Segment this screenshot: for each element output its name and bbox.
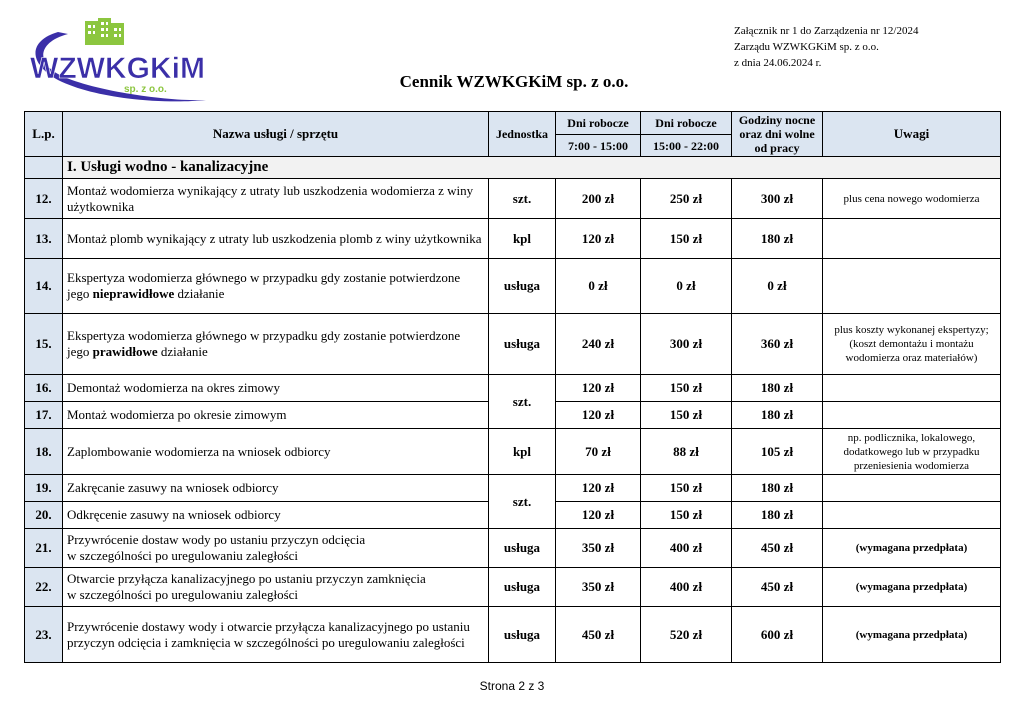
row-name: Przywrócenie dostawy wody i otwarcie przyłącza kanalizacyjnego po ustaniu przyczyn odcięcia i zamknięcia w szczególności po uregulowaniu zaległości: [63, 607, 489, 663]
row-price-day2: 150 zł: [641, 402, 732, 429]
row-price-day1: 70 zł: [556, 429, 641, 475]
section-row: [25, 157, 1001, 179]
annex-note: [734, 23, 918, 71]
row-unit: szt.: [489, 375, 556, 429]
row-name-line-1: Przywrócenie dostaw wody po ustaniu przyczyn odcięcia: [67, 532, 366, 547]
row-note: plus cena nowego wodomierza: [823, 179, 1001, 219]
row-lp: 13.: [25, 219, 63, 259]
col-header-day2: Dni robocze: [641, 112, 732, 135]
row-price-night: 450 zł: [732, 568, 823, 607]
row-name: [63, 314, 489, 375]
row-price-night: 300 zł: [732, 179, 823, 219]
table-row: [25, 429, 1001, 475]
table-row: [25, 314, 1001, 375]
row-price-day1: 120 zł: [556, 475, 641, 502]
row-name: Zakręcanie zasuwy na wniosek odbiorcy: [63, 475, 489, 502]
row-lp: 12.: [25, 179, 63, 219]
row-price-day2: 150 zł: [641, 475, 732, 502]
row-lp: 22.: [25, 568, 63, 607]
row-lp: 23.: [25, 607, 63, 663]
col-header-unit: Jednostka: [489, 112, 556, 157]
row-name: Montaż wodomierza po okresie zimowym: [63, 402, 489, 429]
row-price-day2: 0 zł: [641, 259, 732, 314]
page-number: Strona 2 z 3: [479, 679, 545, 693]
row-price-day2: 520 zł: [641, 607, 732, 663]
row-lp: 17.: [25, 402, 63, 429]
col-header-name: Nazwa usługi / sprzętu: [63, 112, 489, 157]
row-price-night: 360 zł: [732, 314, 823, 375]
row-name: [63, 259, 489, 314]
company-logo: [28, 18, 213, 108]
row-name: [63, 529, 489, 568]
row-price-day2: 150 zł: [641, 375, 732, 402]
table-row: [25, 375, 1001, 402]
row-lp: 21.: [25, 529, 63, 568]
col-header-night: Godziny nocne oraz dni wolne od pracy: [732, 112, 823, 157]
row-name: Zaplombowanie wodomierza na wniosek odbiorcy: [63, 429, 489, 475]
row-note: (wymagana przedpłata): [823, 607, 1001, 663]
row-name-emphasis: prawidłowe: [92, 344, 158, 359]
row-price-day2: 250 zł: [641, 179, 732, 219]
row-price-night: 600 zł: [732, 607, 823, 663]
row-lp: 18.: [25, 429, 63, 475]
row-lp: 19.: [25, 475, 63, 502]
row-name-line-2: w szczególności po uregulowaniu zaległości: [67, 587, 299, 602]
table-row: [25, 529, 1001, 568]
row-price-night: 105 zł: [732, 429, 823, 475]
row-price-day2: 400 zł: [641, 568, 732, 607]
row-note: np. podlicznika, lokalowego, dodatkowego lub w przypadku przeniesienia wodomierza: [823, 429, 1001, 475]
row-price-day1: 120 zł: [556, 375, 641, 402]
section-title: I. Usługi wodno - kanalizacyjne: [63, 157, 1001, 179]
row-price-day2: 300 zł: [641, 314, 732, 375]
row-price-day1: 450 zł: [556, 607, 641, 663]
row-note: [823, 402, 1001, 429]
row-unit: szt.: [489, 475, 556, 529]
row-unit: usługa: [489, 314, 556, 375]
row-unit: kpl: [489, 429, 556, 475]
row-price-day1: 350 zł: [556, 568, 641, 607]
row-note: [823, 219, 1001, 259]
col-header-day1-time: 7:00 - 15:00: [556, 135, 641, 157]
annex-line-3: z dnia 24.06.2024 r.: [734, 57, 822, 69]
row-name-text-end: działanie: [157, 344, 208, 359]
row-lp: 15.: [25, 314, 63, 375]
table-row: [25, 259, 1001, 314]
row-name: Demontaż wodomierza na okres zimowy: [63, 375, 489, 402]
row-unit: usługa: [489, 259, 556, 314]
col-header-lp: L.p.: [25, 112, 63, 157]
row-price-night: 180 zł: [732, 402, 823, 429]
row-price-day1: 200 zł: [556, 179, 641, 219]
row-unit: usługa: [489, 529, 556, 568]
col-header-notes: Uwagi: [823, 112, 1001, 157]
row-price-day1: 0 zł: [556, 259, 641, 314]
price-table: [24, 111, 1001, 663]
row-name: Montaż wodomierza wynikający z utraty lub uszkodzenia wodomierza z winy użytkownika: [63, 179, 489, 219]
row-name: [63, 568, 489, 607]
row-price-day1: 120 zł: [556, 219, 641, 259]
table-row: [25, 568, 1001, 607]
row-unit: usługa: [489, 568, 556, 607]
row-name-line-2: w szczególności po uregulowaniu zaległości: [67, 548, 299, 563]
row-price-day2: 150 zł: [641, 219, 732, 259]
row-name-text: Ekspertyza wodomierza głównego w przypadku gdy zostanie potwierdzone jego: [67, 328, 461, 359]
row-note: [823, 502, 1001, 529]
row-name-text-end: działanie: [174, 286, 225, 301]
row-price-night: 180 zł: [732, 475, 823, 502]
row-price-night: 180 zł: [732, 219, 823, 259]
row-lp: 20.: [25, 502, 63, 529]
logo-sub-text: sp. z o.o.: [124, 84, 167, 95]
row-price-night: 450 zł: [732, 529, 823, 568]
row-name-text: Ekspertyza wodomierza głównego w przypadku gdy zostanie potwierdzone jego: [67, 270, 461, 301]
table-row: [25, 219, 1001, 259]
table-row: [25, 179, 1001, 219]
row-price-day1: 120 zł: [556, 502, 641, 529]
row-name: Montaż plomb wynikający z utraty lub uszkodzenia plomb z winy użytkownika: [63, 219, 489, 259]
row-price-night: 0 zł: [732, 259, 823, 314]
row-price-night: 180 zł: [732, 502, 823, 529]
row-name-emphasis: nieprawidłowe: [92, 286, 175, 301]
row-note: (wymagana przedpłata): [823, 529, 1001, 568]
row-name: Odkręcenie zasuwy na wniosek odbiorcy: [63, 502, 489, 529]
row-price-day1: 240 zł: [556, 314, 641, 375]
row-unit: szt.: [489, 179, 556, 219]
row-price-night: 180 zł: [732, 375, 823, 402]
row-note: (wymagana przedpłata): [823, 568, 1001, 607]
logo-main-text: WZWKGKiM: [30, 52, 206, 85]
row-name-line-1: Otwarcie przyłącza kanalizacyjnego po ustaniu przyczyn zamknięcia: [67, 571, 426, 586]
row-price-day2: 400 zł: [641, 529, 732, 568]
page-title: Cennik WZWKGKiM sp. z o.o.: [399, 72, 629, 91]
row-note: plus koszty wykonanej ekspertyzy; (koszt demontażu i montażu wodomierza oraz materiałów): [823, 314, 1001, 375]
table-row: [25, 607, 1001, 663]
row-lp: 14.: [25, 259, 63, 314]
annex-line-2: Zarządu WZWKGKiM sp. z o.o.: [734, 41, 879, 53]
col-header-day2-time: 15:00 - 22:00: [641, 135, 732, 157]
table-row: [25, 475, 1001, 502]
annex-line-1: Załącznik nr 1 do Zarządzenia nr 12/2024: [734, 25, 919, 37]
row-price-day1: 120 zł: [556, 402, 641, 429]
col-header-day1: Dni robocze: [556, 112, 641, 135]
row-price-day2: 88 zł: [641, 429, 732, 475]
row-unit: usługa: [489, 607, 556, 663]
row-unit: kpl: [489, 219, 556, 259]
buildings-icon: [86, 18, 123, 44]
row-price-day1: 350 zł: [556, 529, 641, 568]
header-row-1: [25, 112, 1001, 135]
row-lp: 16.: [25, 375, 63, 402]
row-note: [823, 375, 1001, 402]
row-price-day2: 150 zł: [641, 502, 732, 529]
row-note: [823, 475, 1001, 502]
row-note: [823, 259, 1001, 314]
